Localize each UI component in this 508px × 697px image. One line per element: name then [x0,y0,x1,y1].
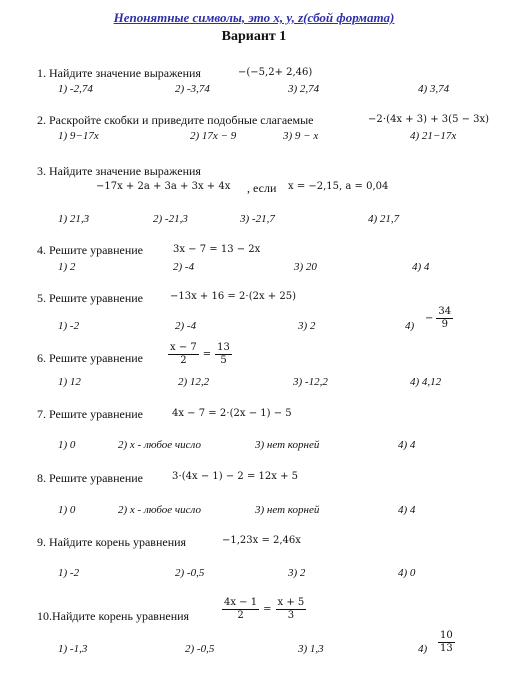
q3-answer-2: 2) -21,3 [153,213,188,225]
q3-condition-word: , если [247,181,277,195]
q7-answer-4: 4) 4 [398,439,416,451]
q5-answer-1: 1) -2 [58,320,80,332]
q4-answer-3: 3) 20 [294,261,317,273]
q5-answer-2: 2) -4 [175,320,197,332]
q3-condition: x = −2,15, a = 0,04 [288,181,389,192]
q5-expression: −13x + 16 = 2⋅(2x + 25) [170,291,296,302]
q7-expression: 4x − 7 = 2⋅(2x − 1) − 5 [172,408,292,419]
q10-text: 10.Найдите корень уравнения [37,609,190,623]
q2-text: 2. Раскройте скобки и приведите подобные слагаемые [37,113,314,127]
q5-fraction [436,306,453,331]
q2-expression: −2⋅(4x + 3) + 3(5 − 3x) [368,114,490,125]
q10-rhs-den: 3 [287,610,295,621]
q4-expression: 3x − 7 = 13 − 2x [173,244,261,255]
q5-answer-3: 3) 2 [298,320,316,332]
q9-answer-4: 4) 0 [398,567,416,579]
q6-equals: = [202,349,212,360]
q8-expression: 3⋅(4x − 1) − 2 = 12x + 5 [172,471,298,482]
q10-equals: = [263,604,272,615]
q3-expression: −17x + 2a + 3a + 3x + 4x [96,181,231,192]
q9-answer-2: 2) -0,5 [175,567,205,579]
q10-answer-1: 1) -1,3 [58,643,88,655]
q6-equation [168,342,232,367]
q1-expression: −(−5,2+ 2,46) [238,67,313,78]
q10-answer-4-label: 4) [418,643,428,655]
q10-equation [222,597,306,622]
q5-text: 5. Решите уравнение [37,291,143,305]
q4-text: 4. Решите уравнение [37,243,143,257]
variant-heading: Вариант 1 [221,29,287,44]
worksheet-title: Непонятные символы, это x, y, z(сбой формата) [113,10,395,25]
q10-answer-4-fraction [438,630,455,655]
q3-answer-3: 3) -21,7 [240,213,275,225]
q4-answer-2: 2) -4 [173,261,195,273]
q6-answer-1: 1) 12 [58,376,81,388]
q6-rhs-num: 13 [217,342,230,353]
q6-rhs-den: 5 [220,355,227,366]
q8-text: 8. Решите уравнение [37,471,143,485]
q10-rhs-num: x + 5 [277,597,305,608]
q10-frac-den: 13 [440,643,453,654]
q6-answer-3: 3) -12,2 [293,376,328,388]
q7-answer-2: 2) x - любое число [118,439,201,451]
q10-lhs-fraction [222,597,259,622]
q10-lhs-den: 2 [237,610,244,621]
q3-text: 3. Найдите значение выражения [37,164,201,178]
q6-rhs-fraction [215,342,232,367]
q9-answer-1: 1) -2 [58,567,80,579]
q2-answer-1: 1) 9−17x [58,130,99,142]
q5-frac-den: 9 [441,319,448,330]
q9-answer-3: 3) 2 [288,567,306,579]
q10-rhs-fraction [276,597,307,622]
q5-answer-4-fraction [425,306,453,331]
q6-lhs-den: 2 [180,355,187,366]
q5-frac-sign: − [425,313,434,324]
q1-answer-3: 3) 2,74 [288,83,320,95]
q4-answer-4: 4) 4 [412,261,430,273]
q8-answer-1: 1) 0 [58,504,76,516]
q7-answer-1: 1) 0 [58,439,76,451]
q3-answer-1: 1) 21,3 [58,213,90,225]
q6-text: 6. Решите уравнение [37,351,143,365]
q2-answer-4: 4) 21−17x [410,130,457,142]
q6-answer-4: 4) 4,12 [410,376,442,388]
q6-lhs-num: x − 7 [170,342,197,353]
q7-answer-3: 3) нет корней [255,439,320,451]
q2-answer-2: 2) 17x − 9 [190,130,237,142]
q6-answer-2: 2) 12,2 [178,376,210,388]
q2-answer-3: 3) 9 − x [283,130,319,142]
q1-text: 1. Найдите значение выражения [37,66,201,80]
q4-answer-1: 1) 2 [58,261,76,273]
q7-text: 7. Решите уравнение [37,407,143,421]
q1-answer-2: 2) -3,74 [175,83,210,95]
q10-fraction [438,630,455,655]
q10-answer-2: 2) -0,5 [185,643,215,655]
q10-answer-3: 3) 1,3 [298,643,324,655]
q8-answer-2: 2) x - любое число [118,504,201,516]
q9-text: 9. Найдите корень уравнения [37,535,187,549]
q3-answer-4: 4) 21,7 [368,213,400,225]
q8-answer-3: 3) нет корней [255,504,320,516]
q8-answer-4: 4) 4 [398,504,416,516]
q9-expression: −1,23x = 2,46x [222,535,301,546]
q5-answer-4-label: 4) [405,320,415,332]
q1-answer-1: 1) -2,74 [58,83,93,95]
q1-answer-4: 4) 3,74 [418,83,450,95]
q6-lhs-fraction [168,342,199,367]
q10-lhs-num: 4x − 1 [224,597,258,608]
q5-frac-num: 34 [438,306,452,317]
q10-frac-num: 10 [440,630,453,641]
